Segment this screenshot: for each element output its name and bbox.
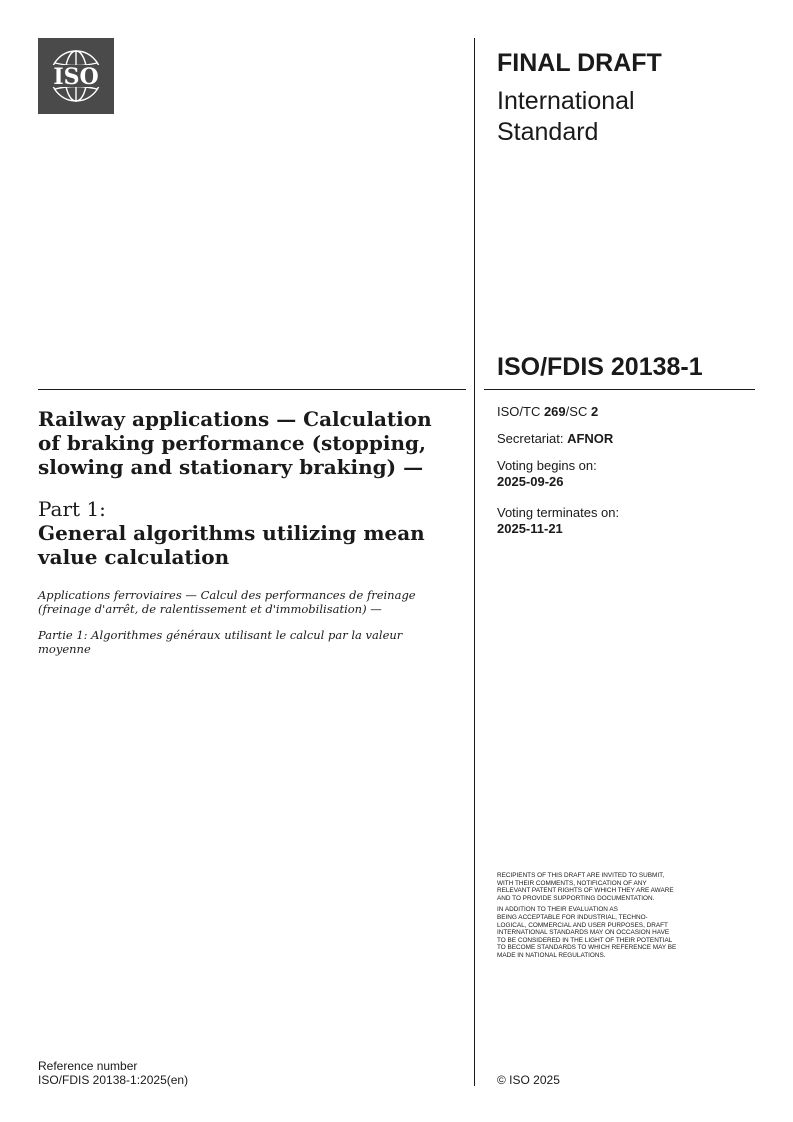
- title-line: of braking performance (stopping,: [38, 431, 426, 455]
- tc-prefix: ISO/TC: [497, 404, 544, 419]
- secretariat: [497, 431, 757, 447]
- french-part-title: [38, 628, 448, 656]
- sc-prefix: /SC: [565, 404, 591, 419]
- secretariat-label: Secretariat:: [497, 431, 568, 446]
- reference-number-label: Reference number: [38, 1059, 138, 1073]
- voting-terminates: [497, 505, 757, 537]
- voting-begins: [497, 458, 757, 490]
- notice-line: TO BECOME STANDARDS TO WHICH REFERENCE MAY BE: [497, 944, 677, 952]
- notice-line: LOGICAL, COMMERCIAL AND USER PURPOSES, DRAFT: [497, 921, 668, 929]
- committee-info: [497, 404, 757, 420]
- document-title: [38, 407, 448, 479]
- voting-terminates-date: 2025-11-21: [497, 521, 563, 536]
- tc-number: 269: [543, 404, 566, 419]
- notice-line: INTERNATIONAL STANDARDS MAY ON OCCASION HAVE: [497, 929, 670, 937]
- voting-terminates-label: Voting terminates on:: [497, 505, 620, 520]
- secretariat-value: AFNOR: [567, 431, 614, 446]
- vertical-divider: [474, 38, 475, 1086]
- draft-subtitle: [497, 86, 757, 148]
- logo-text: ISO: [53, 64, 99, 90]
- notice-line: RECIPIENTS OF THIS DRAFT ARE INVITED TO SUBMIT,: [497, 872, 665, 879]
- part-title: [38, 521, 448, 569]
- french-title-line: Applications ferroviaires — Calcul des performances de freinage: [38, 588, 416, 602]
- globe-icon: [38, 38, 114, 114]
- iso-logo: [38, 38, 114, 114]
- horizontal-rule-right: [484, 389, 755, 390]
- notice-line: WITH THEIR COMMENTS, NOTIFICATION OF ANY: [497, 879, 647, 887]
- notice-line: MADE IN NATIONAL REGULATIONS.: [497, 951, 606, 959]
- voting-begins-date: 2025-09-26: [497, 474, 564, 489]
- notice-paragraph: [497, 872, 747, 902]
- draft-subtitle-line: Standard: [497, 118, 599, 146]
- french-part-title-line: Partie 1: Algorithmes généraux utilisant le calcul par la valeur: [38, 628, 403, 642]
- part-label: Part 1:: [38, 497, 106, 521]
- reference-number-value: ISO/FDIS 20138-1:2025(en): [38, 1073, 189, 1087]
- title-line: slowing and stationary braking) —: [38, 455, 424, 479]
- french-title: [38, 588, 448, 616]
- notice-line: AND TO PROVIDE SUPPORTING DOCUMENTATION.: [497, 894, 655, 902]
- notice-line: TO BE CONSIDERED IN THE LIGHT OF THEIR POTENTIAL: [497, 936, 673, 944]
- recipients-notice: [497, 872, 747, 964]
- notice-paragraph: [497, 906, 747, 959]
- draft-subtitle-line: International: [497, 87, 635, 115]
- notice-line: RELEVANT PATENT RIGHTS OF WHICH THEY ARE AWARE: [497, 887, 674, 895]
- document-number: ISO/FDIS 20138-1: [497, 353, 703, 381]
- draft-label: FINAL DRAFT: [497, 49, 662, 77]
- french-part-title-line: moyenne: [38, 642, 91, 656]
- sc-number: 2: [590, 404, 599, 419]
- part-title-line: value calculation: [38, 545, 230, 569]
- horizontal-rule-left: [38, 389, 466, 390]
- part-title-line: General algorithms utilizing mean: [38, 521, 425, 545]
- title-line: Railway applications — Calculation: [38, 407, 432, 431]
- notice-line: IN ADDITION TO THEIR EVALUATION AS: [497, 906, 618, 914]
- copyright: © ISO 2025: [497, 1073, 560, 1087]
- voting-begins-label: Voting begins on:: [497, 458, 597, 473]
- notice-line: BEING ACCEPTABLE FOR INDUSTRIAL, TECHNO-: [497, 913, 648, 921]
- french-title-line: (freinage d'arrêt, de ralentissement et d'immobilisation) —: [38, 602, 382, 616]
